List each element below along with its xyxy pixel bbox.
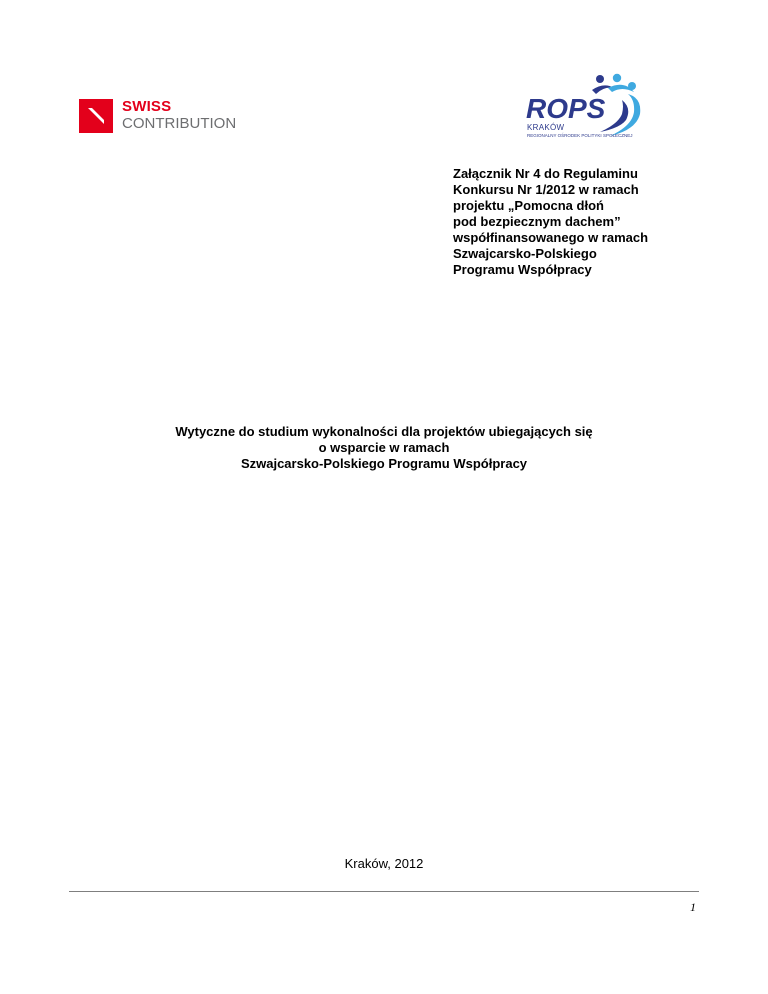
annex-line: pod bezpiecznym dachem” (453, 214, 621, 229)
swiss-logo-line2: CONTRIBUTION (122, 115, 237, 132)
rops-krakow-logo (500, 70, 650, 145)
title-line: Wytyczne do studium wykonalności dla projektów ubiegających się (175, 424, 593, 439)
title-line: o wsparcie w ramach (318, 440, 450, 455)
rops-logo-city: KRAKÓW (527, 123, 565, 132)
annex-line: projektu „Pomocna dłoń (453, 198, 604, 213)
annex-line: Szwajcarsko-Polskiego (453, 246, 597, 261)
swiss-logo-line1: SWISS (122, 98, 172, 115)
document-title (100, 424, 668, 472)
page-number: 1 (690, 900, 696, 914)
annex-line: Konkursu Nr 1/2012 w ramach (453, 182, 639, 197)
swiss-contribution-logo (79, 99, 259, 133)
annex-line: Załącznik Nr 4 do Regulaminu (453, 166, 638, 181)
swiss-cross-flag-icon (79, 99, 113, 133)
annex-line: współfinansowanego w ramach (453, 230, 649, 245)
place-and-date: Kraków, 2012 (344, 856, 424, 871)
title-line: Szwajcarsko-Polskiego Programu Współpracy (240, 456, 528, 471)
footer-divider (69, 891, 699, 892)
rops-logo-word: ROPS (526, 93, 606, 124)
annex-line: Programu Współpracy (453, 262, 592, 277)
rops-logo-subtitle: REGIONALNY OŚRODEK POLITYKI SPOŁECZNEJ (527, 133, 633, 138)
annex-notice (453, 166, 713, 278)
